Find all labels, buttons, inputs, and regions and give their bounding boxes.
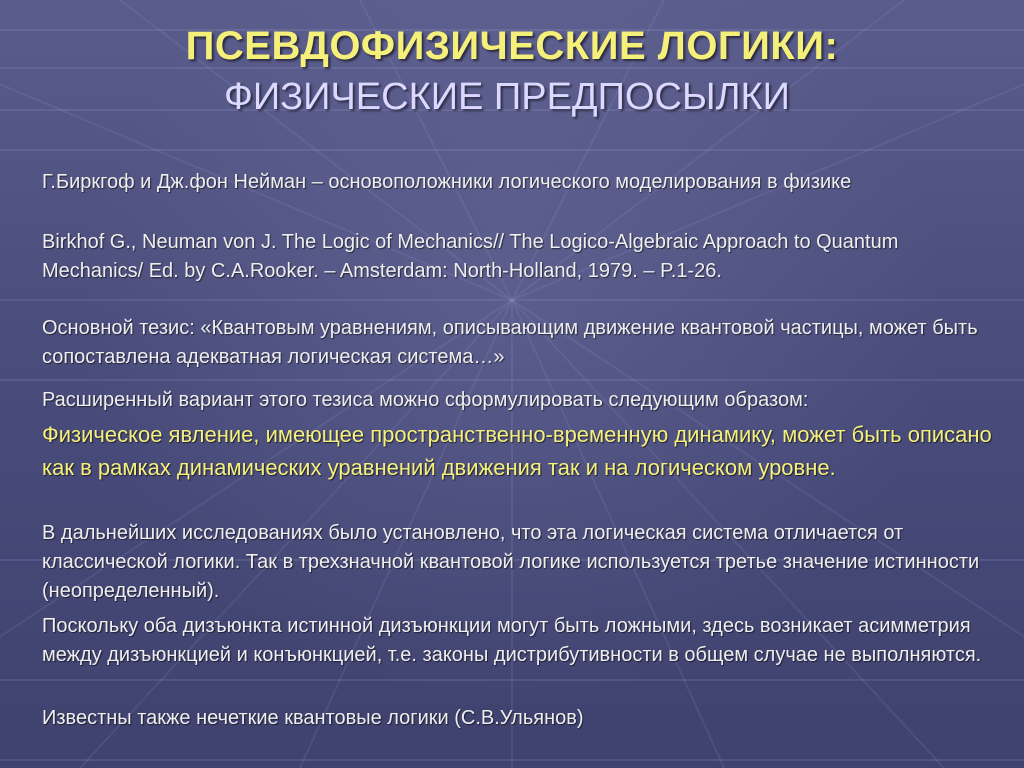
founders-paragraph: Г.Биркгоф и Дж.фон Нейман – основоположники логического моделирования в физике [42, 171, 852, 193]
thesis-paragraph: Основной тезис: «Квантовым уравнениям, описывающим движение квантовой частицы, может быть сопоставлена адекватная логическая система…» [42, 317, 978, 368]
reference-paragraph: Birkhof G., Neuman von J. The Logic of Mechanics// The Logico-Algebraic Approach to Quantum Mechanics/ Ed. by C.A.Rooker. – Amsterdam: North-Holland, 1979. – P.1-26. [42, 231, 899, 282]
fuzzy-logic-paragraph: Известны также нечеткие квантовые логики (С.В.Ульянов) [42, 707, 584, 729]
research-paragraph: В дальнейших исследованиях было установлено, что эта логическая система отличается от классической логики. Так в трехзначной квантовой логике используется третье значение истинности (неопределенный). [42, 522, 980, 602]
distributivity-paragraph: Поскольку оба дизъюнкта истинной дизъюнкции могут быть ложными, здесь возникает асимметрия между дизъюнкцией и конъюнкцией, т.е. законы дистрибутивности в общем случае не выполняются. [42, 615, 982, 666]
slide-subtitle: ФИЗИЧЕСКИЕ ПРЕДПОСЫЛКИ [223, 76, 790, 118]
extended-thesis-intro: Расширенный вариант этого тезиса можно сформулировать следующим образом: [42, 389, 809, 411]
slide-title: ПСЕВДОФИЗИЧЕСКИЕ ЛОГИКИ: [185, 24, 839, 68]
highlighted-thesis: Физическое явление, имеющее пространственно-временную динамику, может быть описано как в рамках динамических уравнений движения так и на логическом уровне. [42, 422, 992, 480]
